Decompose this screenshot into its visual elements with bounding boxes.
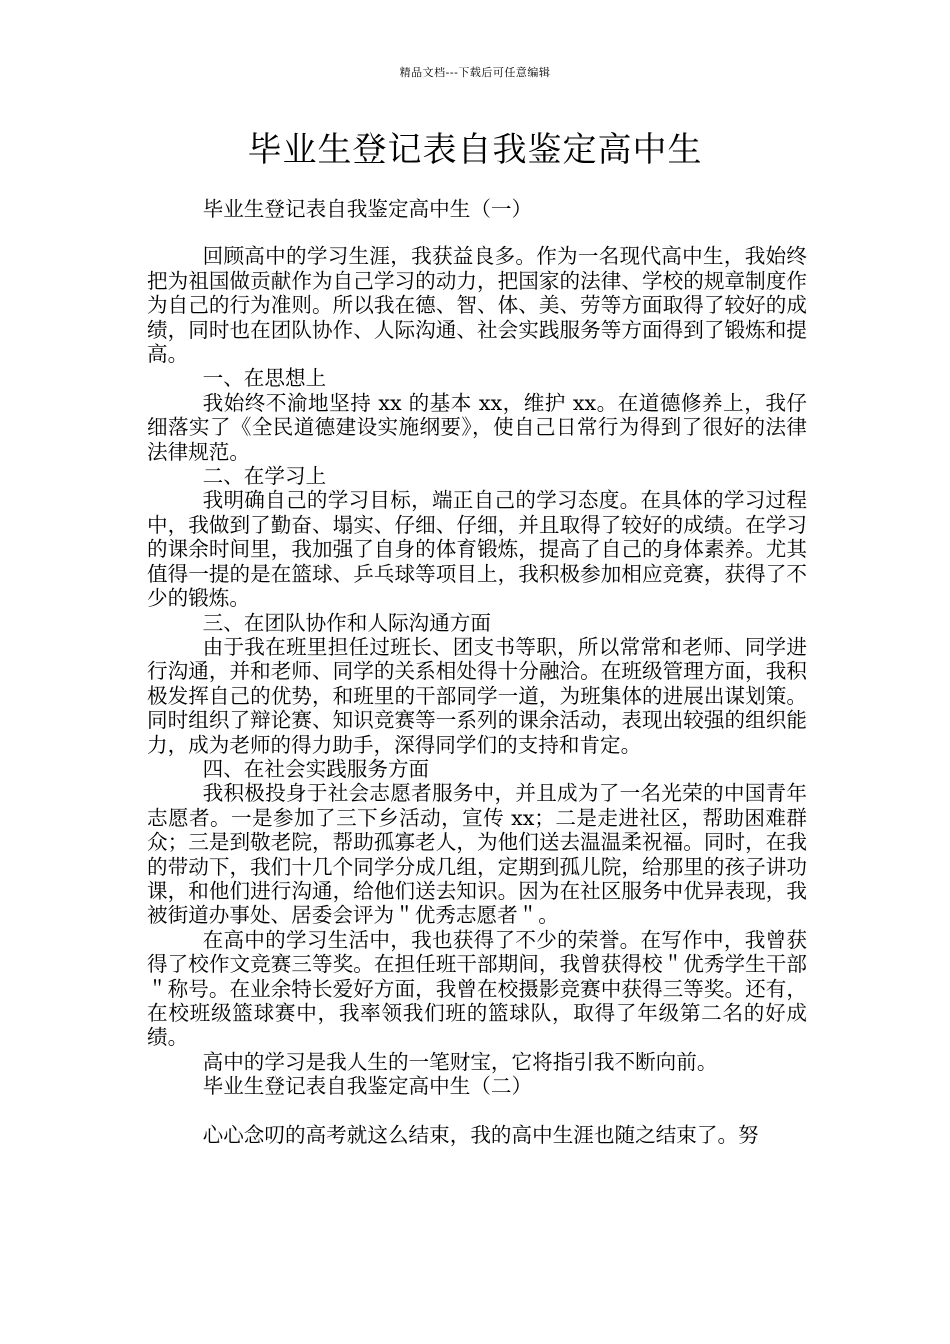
section-heading-2: 毕业生登记表自我鉴定高中生（二）: [202, 1074, 533, 1099]
blank-line: [147, 1099, 807, 1123]
paragraph-honors: 在高中的学习生活中，我也获得了不少的荣誉。在写作中，我曾获得了校作文竞赛三等奖。在担任班干部期间，我曾获得校＂优秀学生干部＂称号。在业余特长爱好方面，我曾在校摄影竞赛中获得三等奖。还有，在校班级篮球赛中，我率领我们班的篮球队，取得了年级第二名的好成绩。: [147, 927, 807, 1050]
paragraph-teamwork: 由于我在班里担任过班长、团支书等职，所以常常和老师、同学进行沟通，并和老师、同学的关系相处得十分融洽。在班级管理方面，我积极发挥自己的优势，和班里的干部同学一道，为班集体的进展出谋划策。同时组织了辩论赛、知识竞赛等一系列的课余活动，表现出较强的组织能力，成为老师的得力助手，深得同学们的支持和肯定。: [147, 634, 807, 757]
header-note: 精品文档---下载后可任意编辑: [399, 66, 551, 79]
paragraph-social-service: 我积极投身于社会志愿者服务中，并且成为了一名光荣的中国青年志愿者。一是参加了三下乡活动，宣传 xx；二是走进社区，帮助困难群众；三是到敬老院，帮助孤寡老人，为他们送去温温柔祝福。同时，在我的带动下，我们十几个同学分成几组，定期到孤儿院，给那里的孩子讲功课，和他们进行沟通，给他们送去知识。因为在社区服务中优异表现，我被街道办事处、居委会评为＂优秀志愿者＂。: [147, 781, 807, 928]
document-title: 毕业生登记表自我鉴定高中生: [247, 130, 703, 170]
subheading-teamwork: 三、在团队协作和人际沟通方面: [202, 610, 491, 635]
subheading-study: 二、在学习上: [202, 464, 327, 489]
subheading-social-service: 四、在社会实践服务方面: [202, 756, 430, 781]
paragraph-intro: 回顾高中的学习生涯，我获益良多。作为一名现代高中生，我始终把为祖国做贡献作为自己学习的动力，把国家的法律、学校的规章制度作为自己的行为准则。所以我在德、智、体、美、劳等方面取得了较好的成绩，同时也在团队协作、人际沟通、社会实践服务等方面得到了锻炼和提高。: [147, 244, 807, 367]
document-body: [147, 197, 807, 1147]
blank-line: [147, 221, 807, 244]
subheading-thought: 一、在思想上: [202, 366, 327, 391]
paragraph-study: 我明确自己的学习目标，端正自己的学习态度。在具体的学习过程中，我做到了勤奋、塌实、仔细、仔细，并且取得了较好的成绩。在学习的课余时间里，我加强了自身的体育锻炼，提高了自己的身体素养。尤其值得一提的是在篮球、乒乓球等项目上，我积极参加相应竞赛，获得了不少的锻炼。: [147, 488, 807, 611]
section-heading-1: 毕业生登记表自我鉴定高中生（一）: [202, 197, 533, 221]
paragraph-conclusion: 高中的学习是我人生的一笔财宝，它将指引我不断向前。: [202, 1049, 718, 1074]
paragraph-thought: 我始终不渝地坚持 xx 的基本 xx，维护 xx。在道德修养上，我仔细落实了《全民道德建设实施纲要》，使自己日常行为得到了很好的法律法律规范。: [147, 390, 807, 464]
paragraph-section2-start: 心心念叨的高考就这么结束，我的高中生涯也随之结束了。努: [202, 1122, 759, 1147]
